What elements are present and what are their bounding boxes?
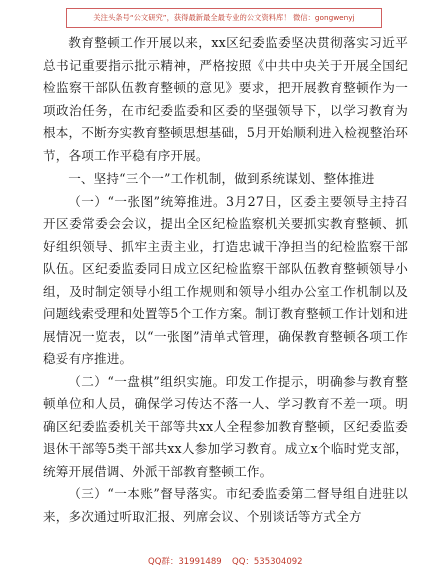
header-banner: 关注头条号“公文研究”，获得最新最全最专业的公文资料库！ 微信：gongwenyj [66,8,382,28]
document-body [43,32,408,528]
paragraph-one-map: （一）“一张图”统筹推进。3月27日，区委主要领导主持召开区委常委会会议，提出全区纪检监察机关要抓实教育整顿、抓好组织领导、抓牢主责主业，打造忠诚干净担当的纪检监察干部队伍。区纪委监委同日成立区纪检监察干部队伍教育整顿领导小组，及时制定领导小组工作规则和领导小组办公室工作机制以及问题线索受理和处置等5个工作方案。制订教育整顿工作计划和进展情况一览表，以“一张图”清单式管理，确保教育整顿各项工作稳妥有序推进。 [43,193,408,366]
section-heading: 一、坚持“三个一”工作机制，做到系统谋划、整体推进 [68,171,375,186]
footer-qq: QQ：535304092 [232,557,303,567]
intro-paragraph: 教育整顿工作开展以来，xx区纪委监委坚决贯彻落实习近平总书记重要指示批示精神，严格按照《中共中央关于开展全国纪检监察干部队伍教育整顿的意见》要求，把开展教育整顿作为一项政治任务，在市纪委监委和区委的坚强领导下，以学习教育为根本，不断夯实教育整顿思想基础，5月开始顺利进入检视整治环节，各项工作平稳有序开展。 [43,35,408,163]
footer [0,553,448,571]
paragraph-one-board: （二）“一盘棋”组织实施。印发工作提示，明确参与教育整顿单位和人员，确保学习传达不落一人、学习教育不差一项。明确区纪委监委机关干部等共xx人全程参加教育整顿，区纪委监委退休干部等5类干部共xx人参加学习教育。成立x个临时党支部，统筹开展借调、外派干部教育整顿工作。 [43,373,408,479]
footer-qq-group: QQ群：31991489 [148,557,222,567]
paragraph-one-account: （三）“一本账”督导落实。市纪委监委第二督导组自进驻以来，多次通过听取汇报、列席会议、个别谈话等方式全方 [43,486,408,524]
